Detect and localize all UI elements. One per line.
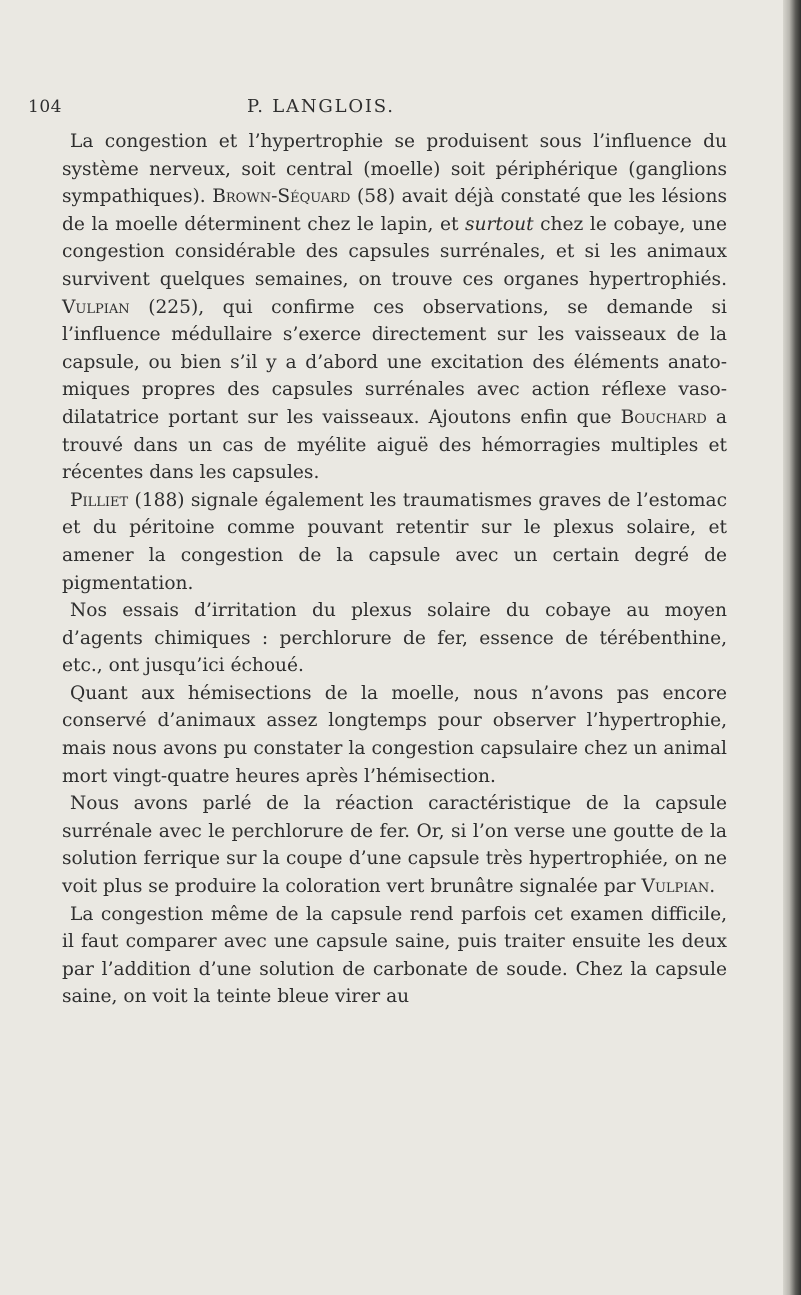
author-name: Bouchard (620, 406, 707, 428)
author-name: Brown-Séquard (212, 186, 351, 208)
author-name: Pilliet (70, 489, 129, 511)
emphasis-text: surtout (465, 213, 534, 235)
paragraph-1: La congestion et l’hypertrophie se produisent sous l’influence du système nerveux, soit central (moelle) soit périphérique (ganglions sympathiques). Brown-Séquard (58) avait déjà constaté que les lésions de la moelle déterminent chez le lapin, et surtout chez le cobaye, une congestion considérable des capsules surrénales, et si les animaux survivent quelques semaines, on trouve ces organes hypertrophiés. Vulpian (225), qui confirme ces observations, se demande si l’influence médullaire s’exerce directement sur les vaisseaux de la capsule, ou bien s’il y a d’abord une excitation des éléments anatomiques propres des capsules surrénales avec action réflexe vaso-dilatatrice portant sur les vaisseaux. Ajoutons enfin que Bouchard a trouvé dans un cas de myélite aiguë des hémorragies multiples et récentes dans les capsules. (62, 131, 728, 484)
paragraph-4: Quant aux hémisections de la moelle, nous n’avons pas encore conservé d’animaux assez longtemps pour observer l’hypertrophie, mais nous avons pu constater la congestion capsulaire chez un animal mort vingt-quatre heures après l’hémisection. (62, 682, 727, 787)
paragraph-6: La congestion même de la capsule rend parfois cet examen difficile, il faut comparer avec une capsule saine, puis traiter ensuite les deux par l’addition d’une solution de carbonate de soude. Chez la capsule saine, on voit la teinte bleue virer au (62, 903, 727, 1008)
author-name: Vulpian (641, 876, 710, 898)
paragraph-2: Pilliet (188) signale également les traumatismes graves de l’estomac et du péritoine comme pouvant retentir sur le plexus solaire, et amener la congestion de la capsule avec un certain degré de pigmentation. (62, 489, 727, 594)
page-edge-shadow (783, 0, 801, 1295)
body-text (62, 128, 727, 1011)
page-number: 104 (28, 97, 62, 117)
paragraph-5: Nous avons parlé de la réaction caractéristique de la capsule surrénale avec le perchlorure de fer. Or, si l’on verse une goutte de la solution ferrique sur la coupe d’une capsule très hypertrophiée, on ne voit plus se produire la coloration vert brunâtre signalée par Vulpian. (62, 793, 727, 898)
author-name: Vulpian (62, 296, 130, 318)
running-head: P. LANGLOIS. (247, 96, 395, 117)
paragraph-3: Nos essais d’irritation du plexus solaire du cobaye au moyen d’agents chimiques : perchlorure de fer, essence de térébenthine, etc., ont jusqu’ici échoué. (62, 600, 727, 677)
